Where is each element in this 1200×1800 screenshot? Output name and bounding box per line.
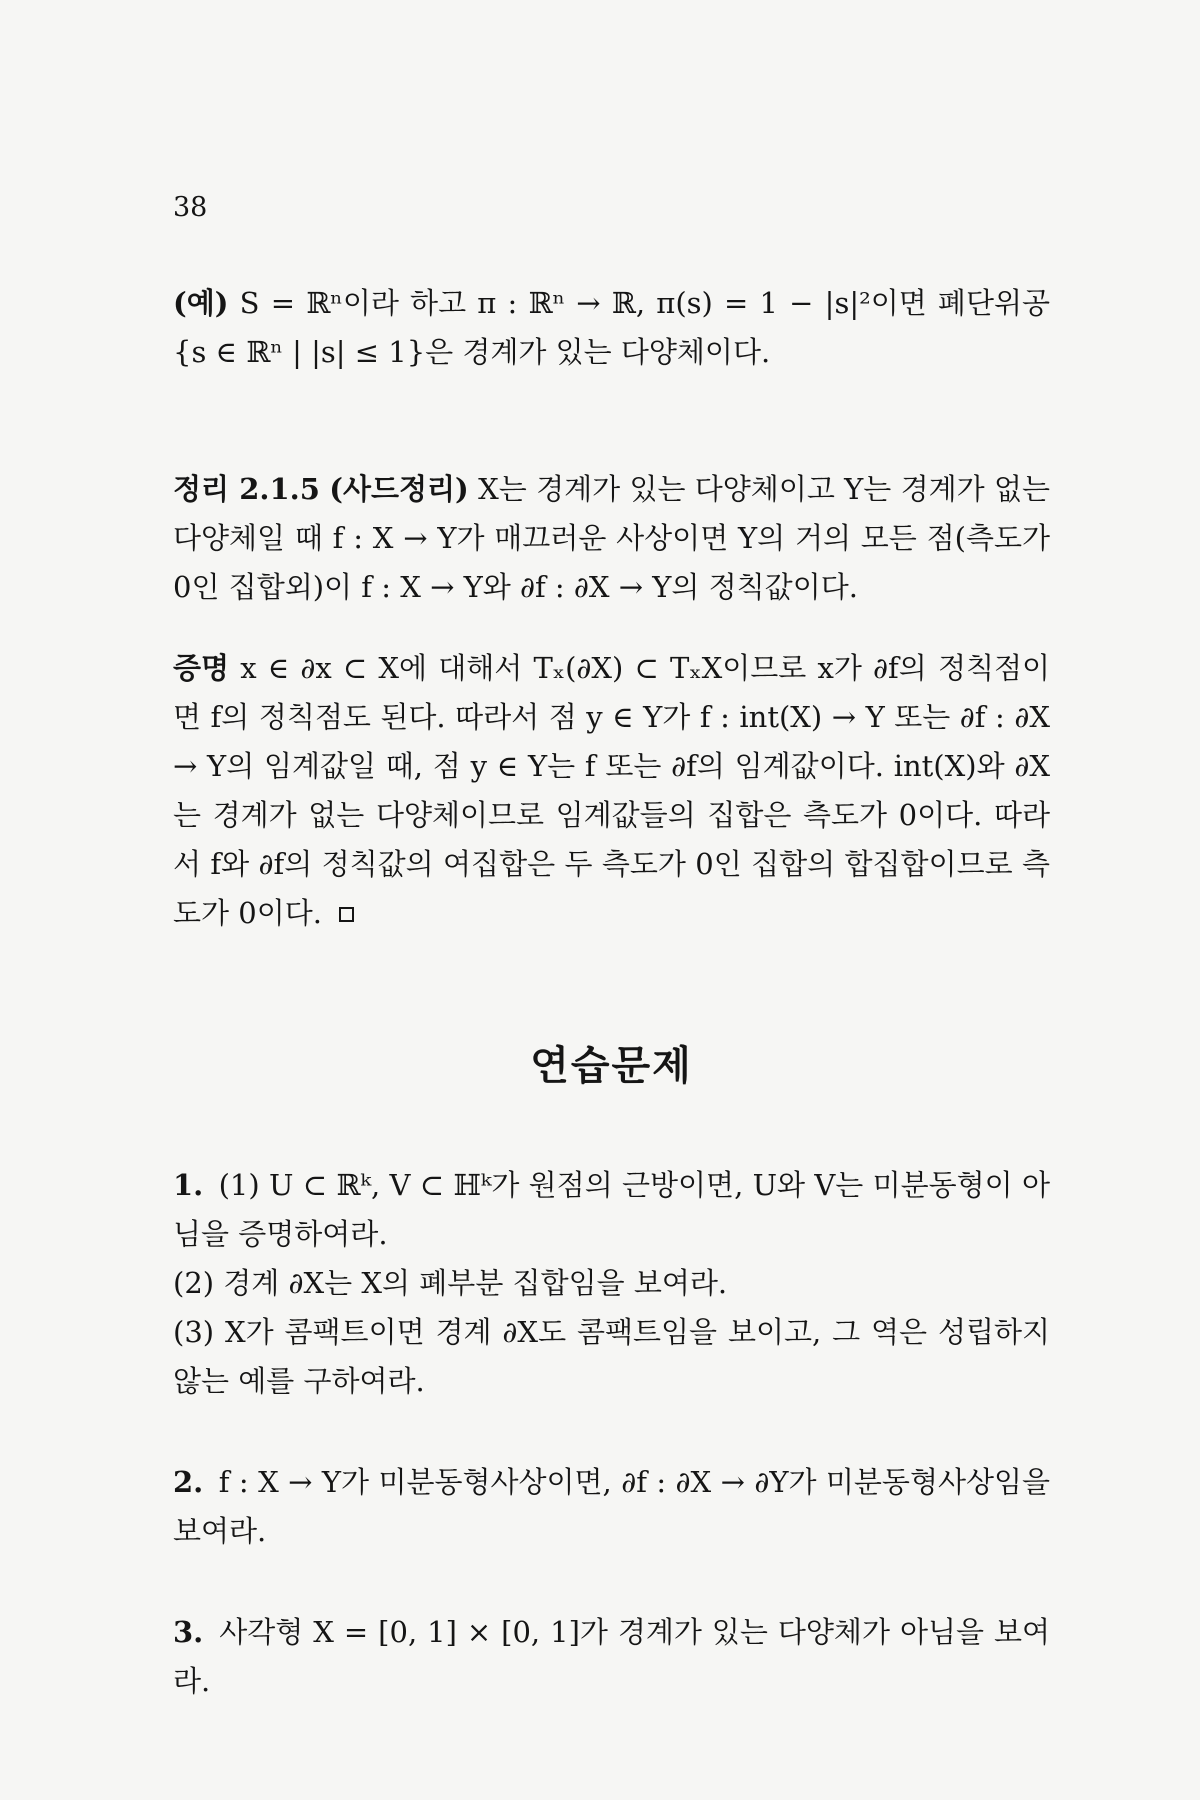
page-number: 38 bbox=[173, 192, 208, 223]
example-label: (예) bbox=[173, 286, 229, 320]
exercise-text: f : X → Y가 미분동형사상이면, ∂f : ∂X → ∂Y가 미분동형사상임을 보여라. bbox=[173, 1465, 1051, 1548]
theorem-text: X는 경계가 있는 다양체이고 Y는 경계가 없는 다양체일 때 f : X → Y가 매끄러운 사상이면 Y의 거의 모든 점(측도가 0인 집합외)이 f : X → Y와 ∂f : ∂X → Y의 정칙값이다. bbox=[173, 472, 1051, 604]
exercise-number: 2. bbox=[173, 1465, 204, 1499]
exercise-2 bbox=[173, 1458, 1050, 1556]
proof-text: x ∈ ∂x ⊂ X에 대해서 Tₓ(∂X) ⊂ TₓX이므로 x가 ∂f의 정칙점이면 f의 정칙점도 된다. 따라서 점 y ∈ Y가 f : int(X) → Y 또는 ∂f : ∂X → Y의 임계값일 때, 점 y ∈ Y는 f 또는 ∂f의 임계값이다. int(X)와 ∂X는 경계가 없는 다양체이므로 임계값들의 집합은 측도가 0이다. 따라서 f와 ∂f의 정칙값의 여집합은 두 측도가 0인 집합의 합집합이므로 측도가 0이다. bbox=[173, 651, 1051, 930]
theorem-paragraph bbox=[173, 465, 1050, 612]
proof-label: 증명 bbox=[173, 651, 230, 685]
exercise-number: 1. bbox=[173, 1168, 204, 1202]
theorem-name: (사드정리) bbox=[329, 472, 469, 506]
example-paragraph bbox=[173, 279, 1050, 377]
exercise-1-part-2: (2) 경계 ∂X는 X의 폐부분 집합임을 보여라. bbox=[173, 1266, 728, 1300]
section-title: 연습문제 bbox=[530, 1042, 693, 1089]
proof-paragraph bbox=[173, 644, 1050, 938]
qed-icon bbox=[339, 907, 354, 922]
exercise-3 bbox=[173, 1608, 1050, 1706]
exercise-text: (1) U ⊂ ℝᵏ, V ⊂ ℍᵏ가 원점의 근방이면, U와 V는 미분동형이 아님을 증명하여라. bbox=[173, 1168, 1050, 1251]
example-text: S = ℝⁿ이라 하고 π : ℝⁿ → ℝ, π(s) = 1 − |s|²이면 폐단위공 {s ∈ ℝⁿ | |s| ≤ 1}은 경계가 있는 다양체이다. bbox=[173, 286, 1050, 369]
exercise-1 bbox=[173, 1161, 1050, 1406]
exercise-number: 3. bbox=[173, 1615, 204, 1649]
exercise-1-part-3: (3) X가 콤팩트이면 경계 ∂X도 콤팩트임을 보이고, 그 역은 성립하지 않는 예를 구하여라. bbox=[173, 1315, 1050, 1398]
exercise-1-part-1 bbox=[173, 1161, 1050, 1259]
exercise-text: 사각형 X = [0, 1] × [0, 1]가 경계가 있는 다양체가 아님을 보여라. bbox=[173, 1615, 1050, 1698]
theorem-label: 정리 2.1.5 bbox=[173, 472, 320, 506]
